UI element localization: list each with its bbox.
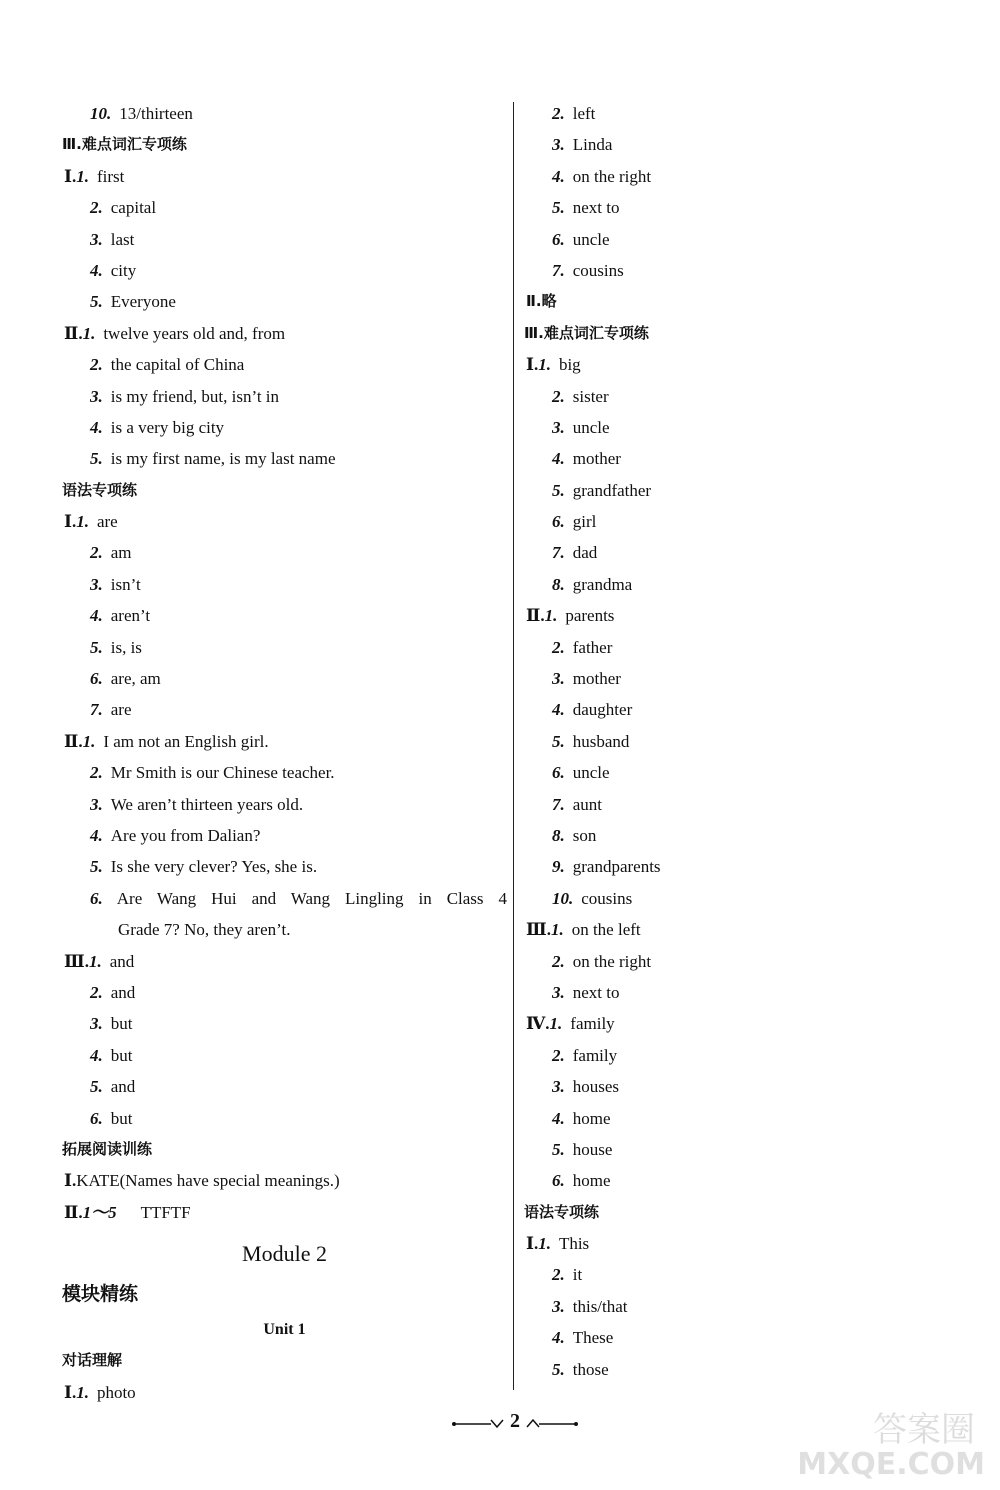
answer-line: 5. next to: [552, 198, 620, 218]
answer-line: 2. and: [90, 982, 136, 1002]
answer-line: 2. father: [552, 637, 613, 657]
answer-line: 8. grandma: [552, 574, 633, 594]
answer-line: 9. grandparents: [552, 857, 661, 877]
answer-line: 2. Mr Smith is our Chinese teacher.: [90, 763, 335, 783]
answer-line: 3. last: [90, 229, 135, 249]
answer-line: 5. Is she very clever? Yes, she is.: [90, 857, 318, 877]
answer-line: 10. cousins: [552, 888, 633, 908]
answer-line: 3. houses: [552, 1077, 620, 1097]
answer-line: 4. is a very big city: [90, 417, 225, 437]
answer-line: 2. left: [552, 104, 596, 123]
answer-line: 2. family: [552, 1045, 618, 1065]
right-ornament-icon: [524, 1418, 579, 1428]
section-heading: Ⅲ.难点词汇专项练: [524, 323, 649, 342]
answer-line: 3. uncle: [552, 417, 610, 437]
answer-line: 3. is my friend, but, isn’t in: [90, 386, 280, 406]
left-ornament-icon: [451, 1418, 506, 1428]
answer-line: 3. We aren’t thirteen years old.: [90, 794, 304, 814]
answer-line: Ⅲ.1. and: [64, 951, 135, 971]
answer-line: 10. 13/thirteen: [90, 104, 193, 123]
answer-line: Ⅰ.1. big: [526, 355, 581, 375]
block-heading: 模块精练: [62, 1283, 139, 1306]
answer-line: 6. Are Wang Hui and Wang Lingling in Class 4: [90, 888, 507, 908]
answer-line: 4. city: [90, 260, 137, 280]
answer-line: 4. daughter: [552, 700, 633, 720]
answer-line: 3. mother: [552, 669, 621, 689]
section-heading: 对话理解: [62, 1351, 123, 1370]
answer-line: 3. next to: [552, 982, 620, 1002]
watermark-site: MXQE.COM: [797, 1447, 985, 1482]
answer-line: Ⅱ.1. I am not an English girl.: [64, 731, 269, 751]
answer-line: 6. are, am: [90, 669, 161, 689]
answer-line: Ⅲ.1. on the left: [526, 920, 641, 940]
answer-line: 5. husband: [552, 731, 630, 751]
module-title: Module 2: [242, 1241, 327, 1267]
answer-line: 5. those: [552, 1359, 609, 1379]
watermark: [797, 1402, 985, 1482]
answer-line: 3. but: [90, 1014, 133, 1034]
section-heading: 拓展阅读训练: [62, 1139, 153, 1158]
answer-line: 2. the capital of China: [90, 355, 245, 375]
answer-line: 2. am: [90, 543, 132, 563]
answer-line: 5. is, is: [90, 637, 142, 657]
answer-line: 6. uncle: [552, 763, 610, 783]
page-footer: [430, 1410, 600, 1433]
answer-line: 5. house: [552, 1139, 613, 1159]
answer-line: Ⅳ.1. family: [526, 1014, 615, 1034]
unit-title: Unit 1: [263, 1321, 306, 1339]
answer-line: Ⅱ.1. twelve years old and, from: [64, 323, 286, 343]
answer-line: 3. isn’t: [90, 574, 141, 594]
answer-line: 6. uncle: [552, 229, 610, 249]
answer-line: 4. on the right: [552, 166, 652, 186]
answer-line: 4. These: [552, 1328, 614, 1348]
answer-line: 2. it: [552, 1265, 583, 1285]
answer-line: Ⅱ.1. parents: [526, 606, 615, 626]
page-number: 2: [510, 1410, 520, 1432]
section-heading: Ⅲ.难点词汇专项练: [62, 135, 187, 154]
right-column: [524, 98, 944, 1385]
answer-line: 5. grandfather: [552, 480, 652, 500]
answer-line: 2. on the right: [552, 951, 652, 971]
answer-line: 4. Are you from Dalian?: [90, 825, 261, 845]
answer-line: 7. are: [90, 700, 132, 720]
answer-line: 3. Linda: [552, 135, 613, 155]
answer-line: 2. capital: [90, 198, 157, 218]
answer-line: 4. but: [90, 1045, 133, 1065]
answer-line: 4. home: [552, 1108, 611, 1128]
left-column: [62, 98, 507, 1408]
answer-line: 7. dad: [552, 543, 598, 563]
answer-line: 3. this/that: [552, 1296, 628, 1316]
answer-line: 6. girl: [552, 512, 597, 532]
answer-line: 5. Everyone: [90, 292, 176, 312]
answer-line: 5. and: [90, 1077, 136, 1097]
answer-line: Ⅰ.1. first: [64, 166, 125, 186]
answer-line: Ⅰ.1. photo: [64, 1382, 136, 1402]
answer-line: 5. is my first name, is my last name: [90, 449, 336, 469]
answer-line: Ⅰ.KATE(Names have special meanings.): [64, 1171, 340, 1191]
answer-line: 4. mother: [552, 449, 621, 469]
section-heading: 语法专项练: [62, 480, 138, 499]
section-heading: 语法专项练: [524, 1202, 600, 1221]
answer-line: 4. aren’t: [90, 606, 151, 626]
answer-line: 8. son: [552, 825, 597, 845]
answer-line: Ⅱ.1～5 TTFTF: [64, 1202, 191, 1222]
column-divider: [513, 102, 514, 1390]
answer-line: Ⅰ.1. This: [526, 1234, 590, 1254]
answer-line: 7. cousins: [552, 260, 624, 280]
answer-line-continuation: Grade 7? No, they aren’t.: [118, 920, 291, 940]
answer-line: Ⅰ.1. are: [64, 512, 118, 532]
answer-line: 6. home: [552, 1171, 611, 1191]
watermark-logo: 答案圈: [873, 1410, 975, 1450]
answer-line: 6. but: [90, 1108, 133, 1128]
answer-line: Ⅱ.略: [526, 292, 557, 311]
answer-line: 7. aunt: [552, 794, 603, 814]
answer-line: 2. sister: [552, 386, 609, 406]
